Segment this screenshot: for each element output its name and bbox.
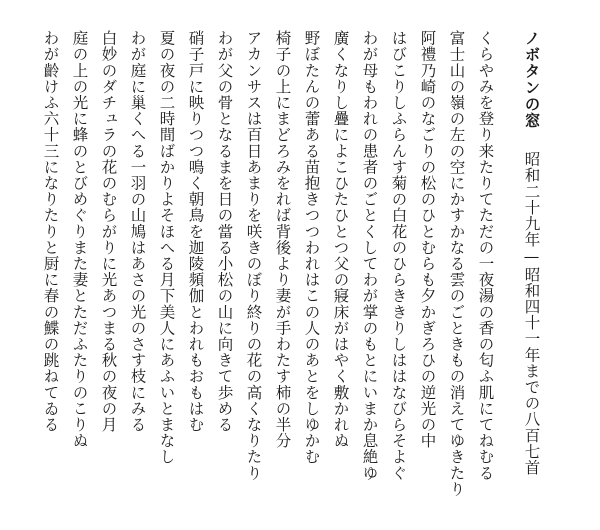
collection-subtitle: 昭和二十九年—昭和四十一年までの八百七首 — [522, 151, 541, 476]
poem-line: 硝子戸に映りつつ鳴く朝鳥を迦陵頻伽とわれもおもはむ — [186, 30, 205, 433]
poem-line: 夏の夜の二時間ばかりよそほへる月下美人にあふいとまなし — [157, 30, 176, 465]
poem-line: 富士山の嶺の左の空にかすかなる雲のごときもの消えてゆきたり — [447, 30, 466, 497]
collection-title: ノボタンの窓 — [522, 30, 541, 129]
poem-line: わが齡けふ六十三になりたりと厨に春の鰈の跳ねてゐる — [41, 30, 60, 433]
poem-line: 白妙のダチュラの花のむらがりに光あつまる秋の夜の月 — [99, 30, 118, 433]
poem-line: 椅子の上にまどろみをれば背後より妻が手わたす柿の半分 — [273, 30, 292, 449]
poem-heading-column — [523, 30, 539, 476]
poem-line: 野ぼたんの蕾ある苗抱きつつわれはこの人のあとをしゆかむ — [302, 30, 321, 465]
poem-line: 廣くなりし疊によこひたひとつ父の寢床がはやく敷かれぬ — [331, 30, 350, 449]
poem-line: わが庭に巢くへる一羽の山鳩はあさの光のさす枝にみる — [128, 30, 147, 433]
poem-line: わが父の骨となるまを日の當る小松の山に向きて歩める — [215, 30, 234, 433]
poem-line: わが母もわれの患者のごとくしてわが掌のもとにいまか息絶ゆ — [360, 30, 379, 481]
poem-line: はびこりしふらんす菊の白花のひらききりしははなびらそよぐ — [389, 30, 408, 481]
poem-line: くらやみを登り来たりてただの一夜湯の香の匂ふ肌にてねむる — [476, 30, 495, 481]
poem-line: 庭の上の光に蜂のとびめぐりまた妻とただふたりのこりぬ — [70, 30, 89, 449]
poem-line: アカンサスは百日あまりを咲きのぼり終りの花の高くなりたり — [244, 30, 263, 481]
poem-line: 阿禮乃崎のなごりの松のひとむらも夕かぎろひの逆光の中 — [418, 30, 437, 449]
